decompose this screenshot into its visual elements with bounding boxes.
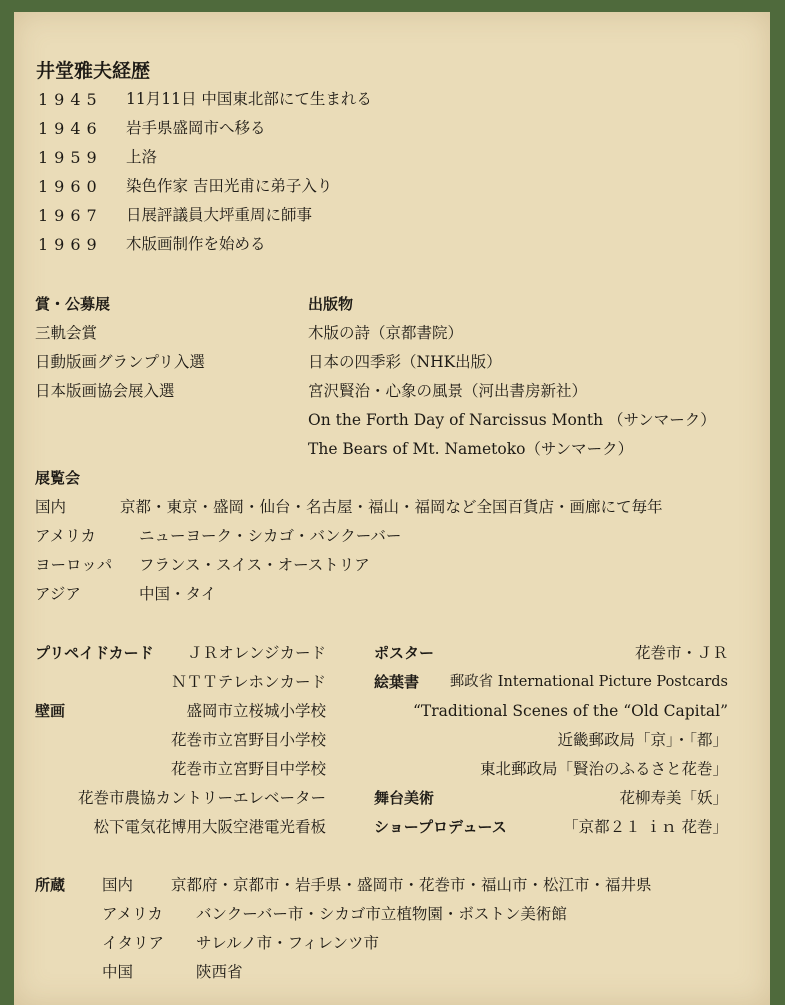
history-year: 1945 [38, 90, 103, 109]
history-text: 木版画制作を始める [126, 235, 266, 253]
prepaid-item: ＮＴＴテレホンカード [171, 673, 326, 691]
stage-heading: 舞台美術 [374, 789, 435, 807]
publication-item: 木版の詩（京都書院） [308, 324, 464, 342]
collection-region: アメリカ [102, 905, 163, 923]
publication-item: 日本の四季彩（NHK出版） [308, 353, 502, 371]
award-item: 三軌会賞 [35, 324, 98, 342]
mural-item: 花巻市立宮野目小学校 [170, 731, 326, 749]
history-year: 1959 [38, 148, 103, 167]
collection-text: バンクーバー市・シカゴ市立植物園・ボストン美術館 [196, 905, 567, 923]
show-heading: ショープロデュース [374, 818, 507, 836]
publications-heading: 出版物 [308, 295, 354, 313]
postcards-line: 郵政省 International Picture Postcards [449, 674, 728, 690]
postcards-line: “Traditional Scenes of the “Old Capital” [412, 702, 728, 720]
postcards-line: 近畿郵政局「京」・「都」 [557, 731, 728, 749]
murals-heading: 壁画 [35, 702, 66, 720]
history-year: 1967 [38, 206, 103, 225]
prepaid-heading: プリペイドカード [35, 644, 154, 662]
exhibition-text: 中国・タイ [139, 585, 217, 603]
exhibition-text: 京都・東京・盛岡・仙台・名古屋・福山・福岡など全国百貨店・画廊にて毎年 [120, 498, 663, 516]
publication-item: 宮沢賢治・心象の風景（河出書房新社） [308, 382, 588, 400]
award-item: 日動版画グランプリ入選 [35, 353, 205, 371]
poster-text: 花巻市・ＪＲ [634, 644, 728, 662]
history-year: 1969 [38, 235, 103, 254]
history-text: 日展評議員大坪重周に師事 [126, 206, 313, 224]
history-text: 上洛 [126, 148, 158, 166]
history-year: 1946 [38, 119, 103, 138]
exhibitions-heading: 展覧会 [35, 469, 81, 487]
history-year: 1960 [38, 177, 103, 196]
exhibition-region: アジア [35, 585, 81, 603]
collection-region: イタリア [102, 934, 165, 952]
collection-region: 中国 [102, 963, 134, 981]
exhibition-region: アメリカ [35, 527, 96, 545]
history-text: 岩手県盛岡市へ移る [126, 119, 266, 137]
exhibition-region: 国内 [35, 498, 67, 516]
awards-heading: 賞・公募展 [35, 295, 111, 313]
poster-heading: ポスター [374, 644, 435, 662]
collection-text: サレルノ市・フィレンツ市 [196, 934, 380, 952]
postcards-heading: 絵葉書 [374, 673, 420, 691]
history-text: 染色作家 吉田光甫に弟子入り [126, 177, 333, 195]
publication-item: The Bears of Mt. Nametoko（サンマーク） [308, 440, 634, 458]
stage-text: 花柳寿美「妖」 [619, 789, 728, 807]
exhibition-text: フランス・スイス・オーストリア [139, 556, 370, 574]
mural-item: 花巻市農協カントリーエレベーター [77, 789, 326, 807]
show-text: 「京都２１ ｉｎ 花巻」 [563, 818, 728, 836]
collection-region: 国内 [102, 876, 134, 894]
publication-item: On the Forth Day of Narcissus Month （サンマーク） [308, 411, 716, 429]
exhibition-text: ニューヨーク・シカゴ・バンクーバー [139, 527, 402, 545]
prepaid-item: ＪＲオレンジカード [187, 644, 326, 662]
page-title: 井堂雅夫経歴 [36, 60, 151, 82]
biography-card [14, 12, 770, 1005]
history-text: 11月11日 中国東北部にて生まれる [126, 90, 372, 108]
collections-heading: 所蔵 [35, 876, 66, 894]
collection-text: 陝西省 [196, 963, 243, 981]
collection-text: 京都府・京都市・岩手県・盛岡市・花巻市・福山市・松江市・福井県 [171, 876, 652, 894]
mural-item: 松下電気花博用大阪空港電光看板 [93, 818, 326, 836]
mural-item: 盛岡市立桜城小学校 [186, 702, 326, 720]
exhibition-region: ヨーロッパ [35, 556, 113, 574]
mural-item: 花巻市立宮野目中学校 [170, 760, 326, 778]
award-item: 日本版画協会展入選 [35, 382, 175, 400]
postcards-line: 東北郵政局「賢治のふるさと花巻」 [479, 760, 728, 778]
